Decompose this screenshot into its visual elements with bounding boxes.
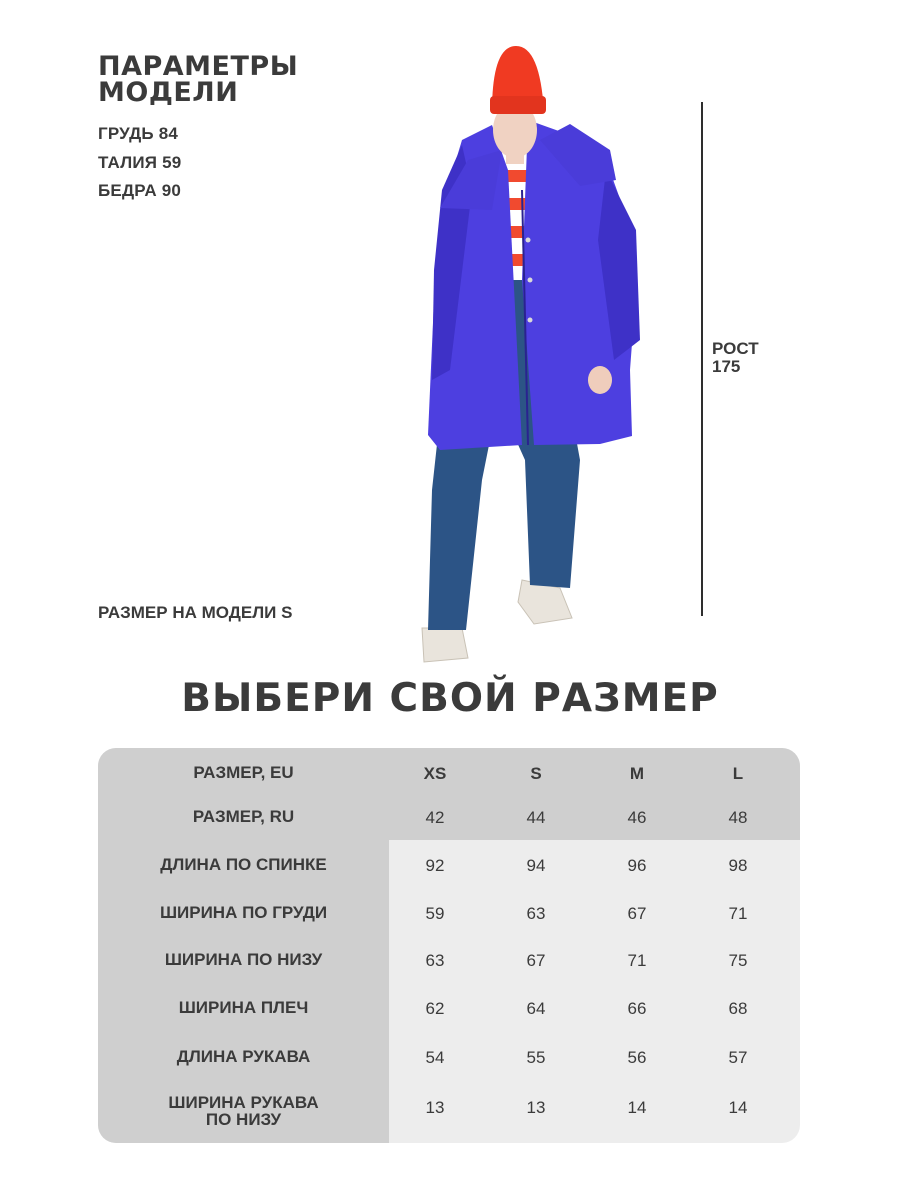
model-params-title-line1: ПАРАМЕТРЫ [98, 51, 299, 82]
cell-eu-xs: XS [423, 764, 447, 783]
table-cell: 66 [627, 999, 647, 1018]
cell-ru-m: 46 [627, 808, 647, 827]
model-chest: ГРУДЬ 84 [98, 124, 179, 143]
table-cell: 14 [627, 1098, 647, 1117]
row-label: ШИРИНА ПЛЕЧ [178, 998, 309, 1017]
height-rule [701, 102, 703, 616]
row-label: ШИРИНА ПО ГРУДИ [159, 903, 328, 922]
model-photo [410, 40, 660, 670]
cell-eu-m: M [629, 764, 645, 783]
table-cell: 13 [425, 1098, 445, 1117]
model-height [712, 340, 792, 376]
row-label: ДЛИНА ПО СПИНКЕ [160, 855, 327, 874]
table-cell: 94 [526, 856, 546, 875]
table-cell: 96 [627, 856, 647, 875]
table-cell: 75 [728, 951, 748, 970]
row-label: РАЗМЕР, RU [192, 807, 295, 826]
row-label: РАЗМЕР, EU [193, 763, 294, 782]
table-cell: 56 [627, 1048, 647, 1067]
table-cell: 92 [425, 856, 445, 875]
table-cell: 68 [728, 999, 748, 1018]
row-label: ДЛИНА РУКАВА [176, 1047, 311, 1066]
row-label: ШИРИНА ПО НИЗУ [164, 950, 323, 969]
cell-ru-l: 48 [728, 808, 748, 827]
cell-eu-s: S [530, 764, 542, 783]
table-cell: 57 [728, 1048, 748, 1067]
model-hips: БЕДРА 90 [98, 181, 182, 200]
table-cell: 64 [526, 999, 546, 1018]
size-table [98, 748, 800, 1143]
table-cell: 67 [627, 904, 647, 923]
cell-ru-xs: 42 [425, 808, 445, 827]
table-cell: 63 [526, 904, 546, 923]
model-params-title-line2: МОДЕЛИ [98, 77, 239, 108]
model-height-line1: РОСТ [712, 339, 759, 358]
table-cell: 62 [425, 999, 445, 1018]
row-label-line1: ШИРИНА РУКАВА [168, 1093, 319, 1112]
table-cell: 67 [526, 951, 546, 970]
table-cell: 54 [425, 1048, 445, 1067]
table-cell: 63 [425, 951, 445, 970]
row-label [98, 1094, 389, 1128]
model-params-title [98, 51, 358, 108]
size-chart-title: ВЫБЕРИ СВОЙ РАЗМЕР [181, 676, 719, 721]
cell-eu-l: L [732, 764, 744, 783]
model-size-label: РАЗМЕР НА МОДЕЛИ S [98, 603, 293, 622]
model-waist: ТАЛИЯ 59 [98, 153, 182, 172]
table-cell: 71 [627, 951, 647, 970]
table-cell: 59 [425, 904, 445, 923]
table-cell: 98 [728, 856, 748, 875]
table-cell: 71 [728, 904, 748, 923]
cell-ru-s: 44 [526, 808, 546, 827]
row-label-line2: ПО НИЗУ [205, 1110, 282, 1129]
table-cell: 14 [728, 1098, 748, 1117]
table-cell: 13 [526, 1098, 546, 1117]
model-height-line2: 175 [712, 357, 741, 376]
table-cell: 55 [526, 1048, 546, 1067]
